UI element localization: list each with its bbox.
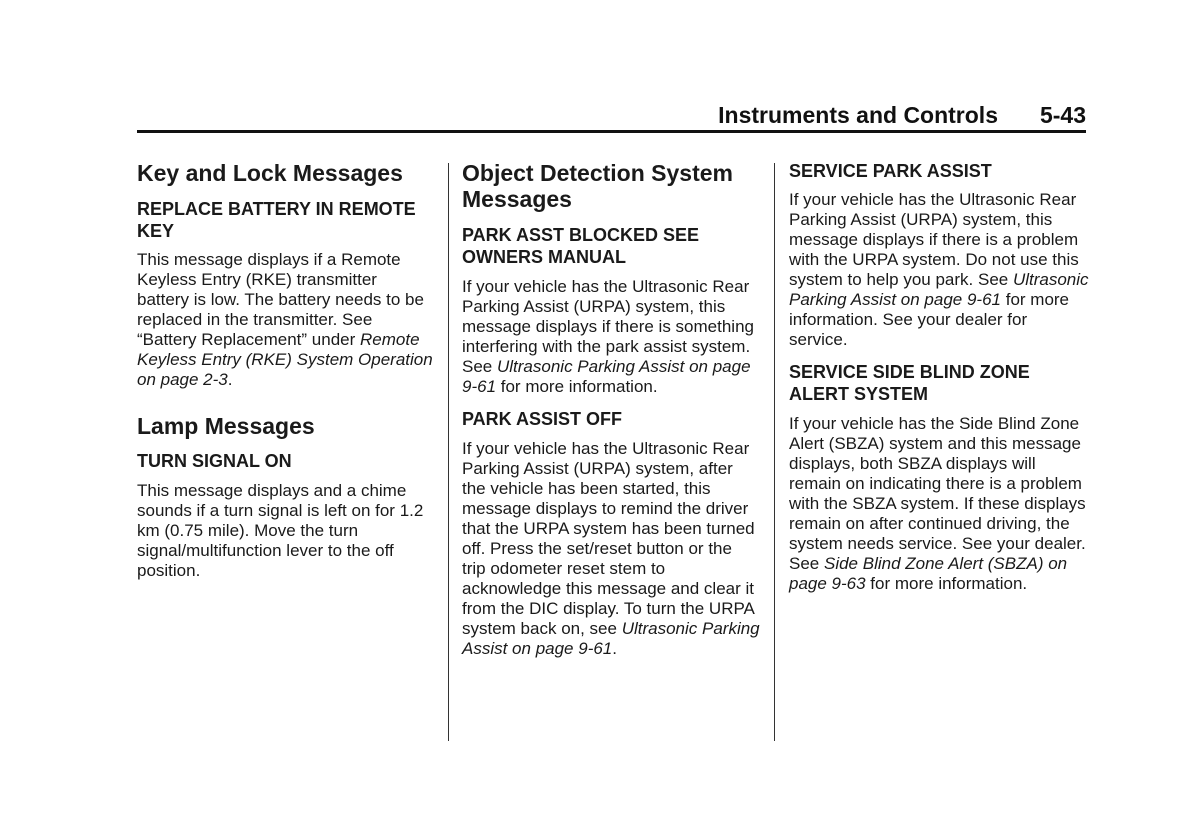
paragraph-text: for more information. — [865, 574, 1028, 593]
subheading-park-assist-off: PARK ASSIST OFF — [462, 409, 623, 429]
heading-lamp-messages: Lamp Messages — [137, 413, 315, 439]
heading-key-lock-messages: Key and Lock Messages — [137, 160, 403, 186]
paragraph-text: This message displays if a Remote Keyless Entry (RKE) transmitter battery is low. The battery needs to be replaced in the transmitter. See “Battery Replacement” under — [137, 250, 424, 349]
cross-reference-link[interactable]: Ultrasonic Parking Assist on page 9-61 — [462, 619, 760, 658]
page-header — [137, 98, 1086, 133]
paragraph-replace-battery — [137, 250, 433, 390]
cross-reference-link[interactable]: Remote Keyless Entry (RKE) System Operation on page 2-3 — [137, 330, 433, 389]
paragraph-service-park-assist — [789, 190, 1089, 350]
column-divider — [448, 163, 449, 741]
paragraph-turn-signal: This message displays and a chime sounds if a turn signal is left on for 1.2 km (0.75 mile). Move the turn signal/multifunction lever to the off position. — [137, 481, 424, 580]
paragraph-text: for more information. — [496, 377, 658, 396]
cross-reference-link[interactable]: Ultrasonic Parking Assist on page 9-61 — [789, 270, 1089, 309]
paragraph-service-sbza — [789, 414, 1089, 594]
paragraph-text: If your vehicle has the Ultrasonic Rear Parking Assist (URPA) system, this message displays if there is a problem with the URPA system. Do not use this system to help you park. See — [789, 190, 1079, 289]
heading-object-detection-messages: Object Detection System Messages — [462, 160, 733, 212]
section-title: Instruments and Controls — [718, 102, 998, 128]
page-number: 5-43 — [1039, 102, 1086, 128]
subheading-service-sbza: SERVICE SIDE BLIND ZONE ALERT SYSTEM — [789, 362, 1030, 404]
subheading-service-park-assist: SERVICE PARK ASSIST — [789, 161, 992, 181]
subheading-replace-battery: REPLACE BATTERY IN REMOTE KEY — [137, 199, 416, 241]
paragraph-park-assist-off — [462, 439, 760, 659]
column-1 — [137, 160, 433, 581]
paragraph-text: If your vehicle has the Side Blind Zone Alert (SBZA) system and this message displays, both SBZA displays will remain on indicating there is a problem with the SBZA system. If these displays remain on after continued driving, the system needs service. See your dealer. See — [789, 414, 1086, 573]
paragraph-park-asst-blocked — [462, 277, 760, 397]
paragraph-text: . — [227, 370, 233, 389]
cross-reference-link[interactable]: Side Blind Zone Alert (SBZA) on page 9-63 — [789, 554, 1068, 593]
cross-reference-link[interactable]: Ultrasonic Parking Assist on page 9-61 — [462, 357, 751, 396]
column-divider — [774, 163, 775, 741]
column-3 — [789, 160, 1089, 594]
paragraph-text: . — [612, 639, 617, 658]
paragraph-text: for more information. See your dealer for service. — [789, 290, 1070, 349]
subheading-turn-signal-on: TURN SIGNAL ON — [137, 451, 292, 471]
paragraph-text: If your vehicle has the Ultrasonic Rear Parking Assist (URPA) system, this message displays if there is something interfering with the park assist system. See — [462, 277, 754, 376]
paragraph-text: If your vehicle has the Ultrasonic Rear Parking Assist (URPA) system, after the vehicle has been started, this message displays to remind the driver that the URPA system has been turned off. Press the set/reset button or the trip odometer reset stem to acknowledge this message and clear it from the DIC display. To turn the URPA system back on, see — [462, 439, 755, 638]
subheading-park-asst-blocked: PARK ASST BLOCKED SEE OWNERS MANUAL — [462, 225, 700, 267]
column-2 — [462, 160, 760, 659]
